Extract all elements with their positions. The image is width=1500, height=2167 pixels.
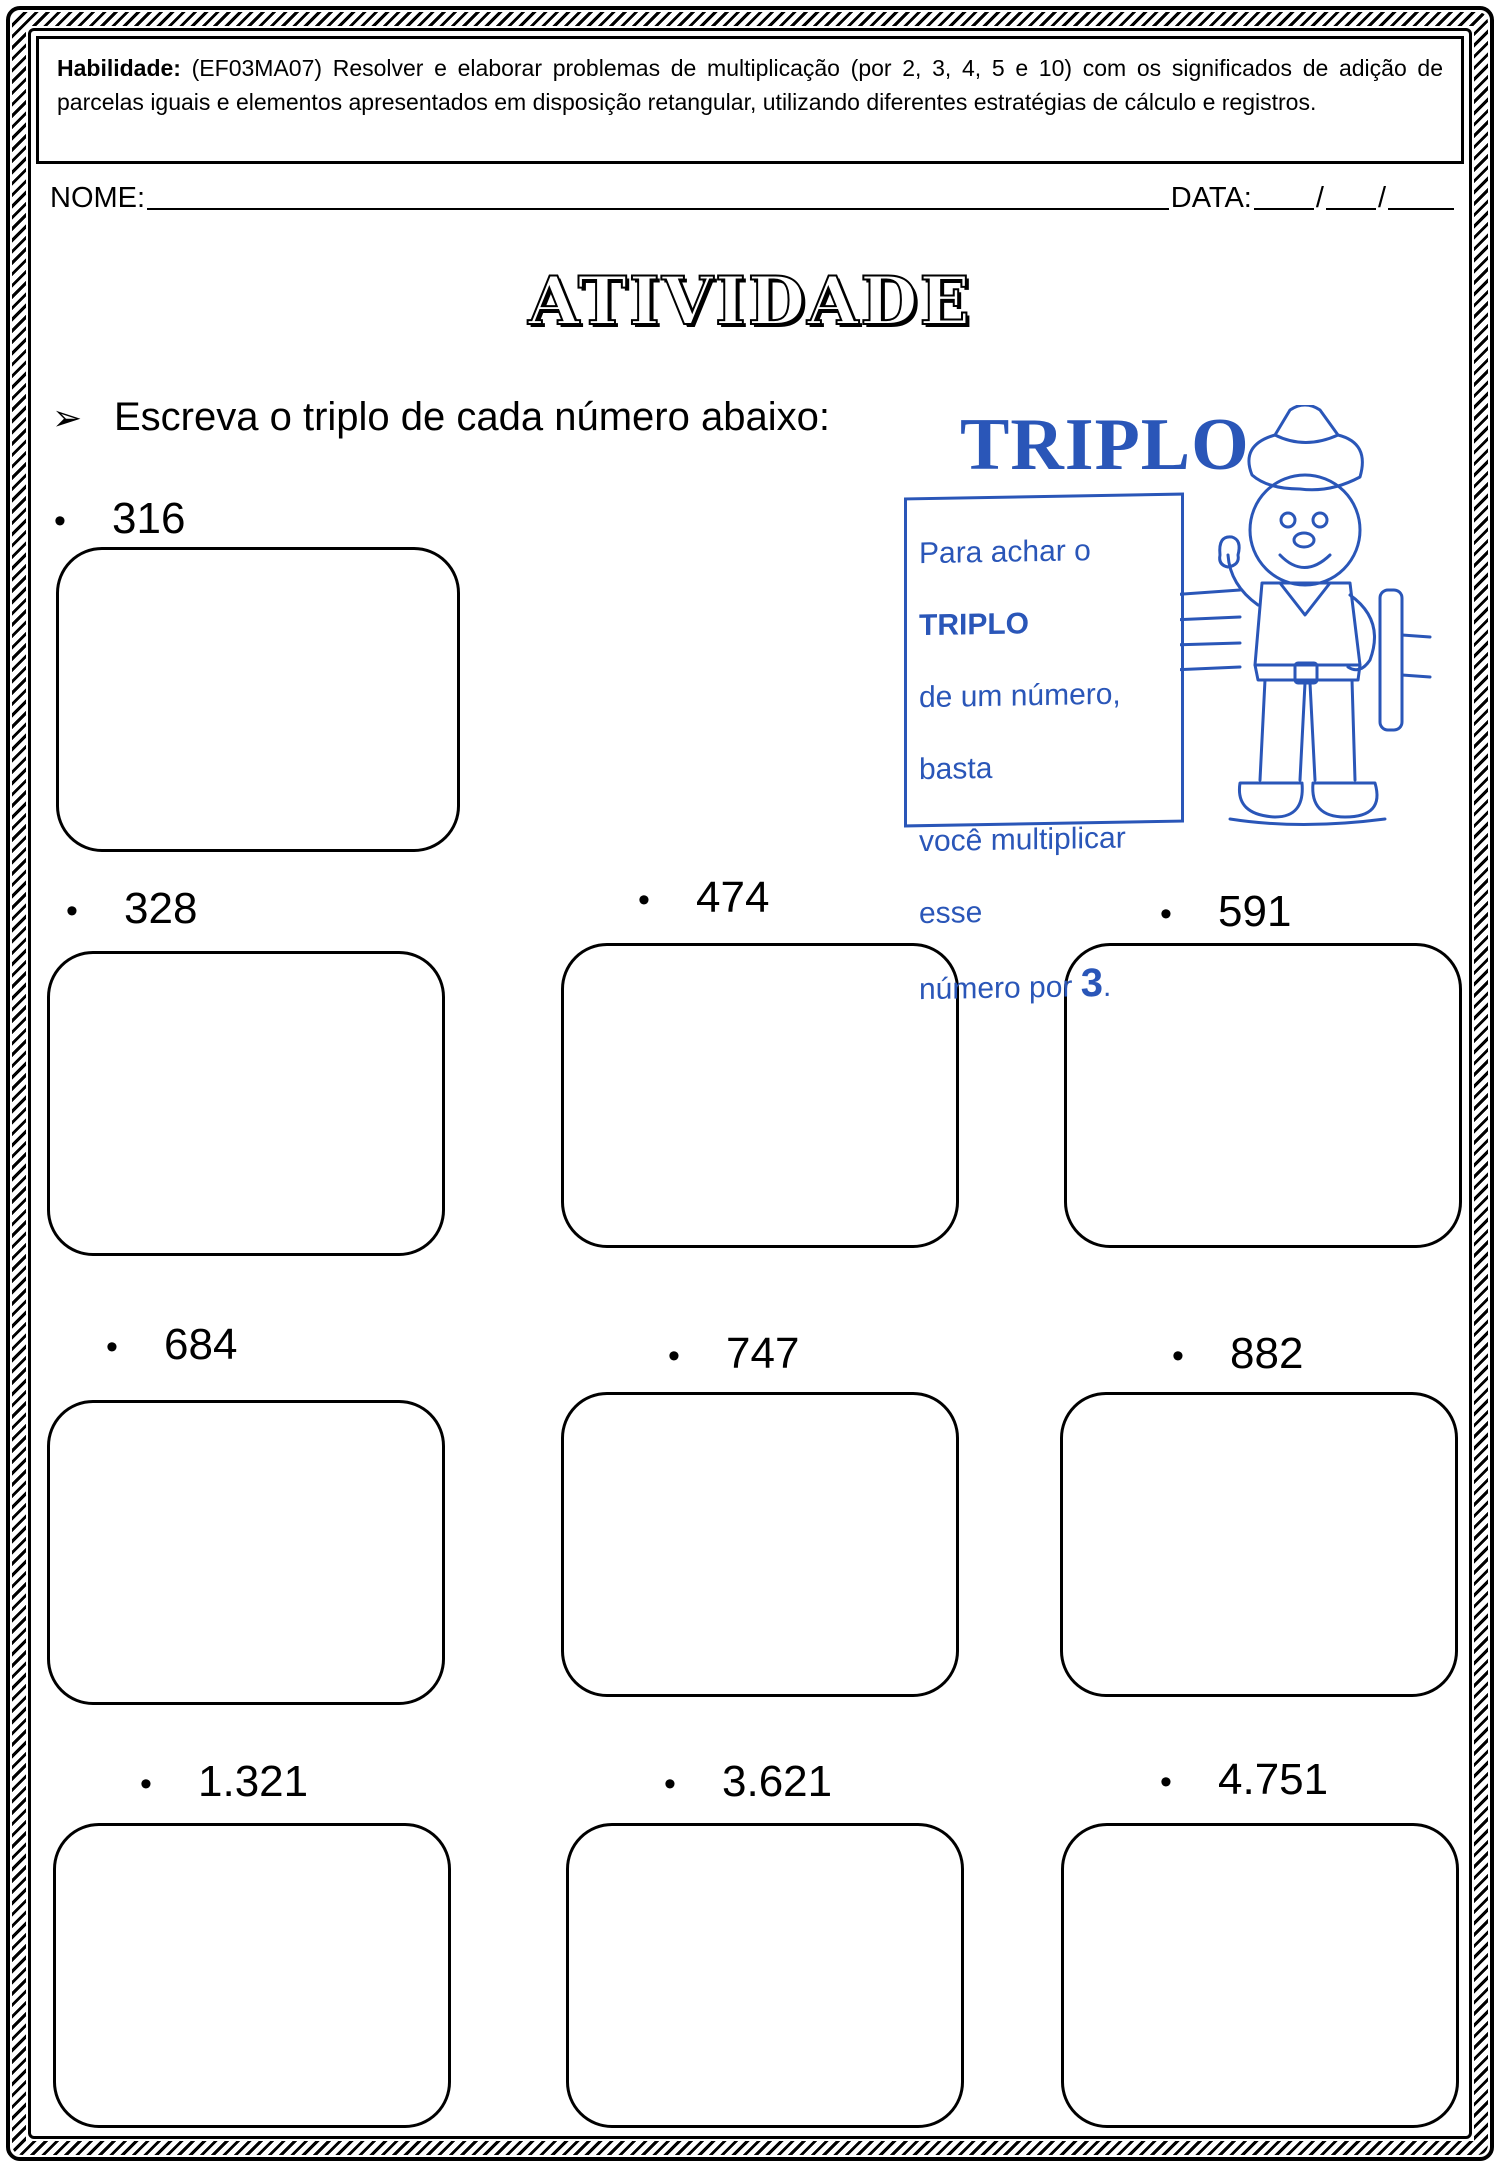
item-number: 882 bbox=[1230, 1329, 1304, 1378]
instruction-text: Escreva o triplo de cada número abaixo: bbox=[114, 395, 830, 439]
date-label: DATA: bbox=[1170, 182, 1252, 214]
item-number: 684 bbox=[164, 1320, 238, 1369]
item-label bbox=[106, 1320, 237, 1372]
item-label bbox=[54, 494, 185, 546]
bullet-icon: • bbox=[664, 1765, 676, 1804]
answer-box-474[interactable] bbox=[561, 943, 959, 1248]
triplo-note bbox=[904, 493, 1184, 1007]
triplo-line2: de um número, basta bbox=[919, 677, 1121, 787]
bullet-icon: • bbox=[54, 502, 66, 541]
item-number: 1.321 bbox=[198, 1757, 309, 1806]
triplo-line4b: 3 bbox=[1080, 960, 1103, 1006]
item-label bbox=[1160, 887, 1291, 939]
item-label bbox=[638, 873, 769, 925]
item-number: 4.751 bbox=[1218, 1755, 1329, 1804]
bullet-icon: • bbox=[140, 1765, 152, 1804]
item-label bbox=[1160, 1755, 1328, 1807]
arrow-bullet-icon: ➢ bbox=[52, 397, 83, 438]
answer-box-3621[interactable] bbox=[566, 1823, 964, 2128]
item-number: 474 bbox=[696, 873, 770, 922]
item-label bbox=[66, 884, 197, 936]
skill-box bbox=[36, 36, 1464, 164]
bullet-icon: • bbox=[668, 1337, 680, 1376]
triplo-line4c: . bbox=[1103, 969, 1112, 1003]
answer-box-1321[interactable] bbox=[53, 1823, 451, 2128]
answer-box-316[interactable] bbox=[56, 547, 460, 852]
date-year-field[interactable] bbox=[1388, 178, 1454, 210]
bullet-icon: • bbox=[1160, 895, 1172, 934]
date-slash-1: / bbox=[1315, 182, 1324, 214]
date-day-field[interactable] bbox=[1254, 178, 1314, 210]
answer-box-328[interactable] bbox=[47, 951, 445, 1256]
item-number: 591 bbox=[1218, 887, 1292, 936]
page-title: ATIVIDADE bbox=[528, 262, 972, 340]
item-number: 328 bbox=[124, 884, 198, 933]
name-field[interactable] bbox=[147, 178, 1169, 210]
bullet-icon: • bbox=[66, 892, 78, 931]
triplo-line1a: Para achar o bbox=[919, 534, 1091, 571]
answer-box-882[interactable] bbox=[1060, 1392, 1458, 1697]
answer-box-747[interactable] bbox=[561, 1392, 959, 1697]
answer-box-4751[interactable] bbox=[1061, 1823, 1459, 2128]
item-number: 747 bbox=[726, 1329, 800, 1378]
answer-box-684[interactable] bbox=[47, 1400, 445, 1705]
skill-text: (EF03MA07) Resolver e elaborar problemas de multiplicação (por 2, 3, 4, 5 e 10) com os significados de adição de parcelas iguais e elementos apresentados em disposição retangular, utilizando diferentes estratégias de cálculo e registros. bbox=[57, 55, 1443, 115]
item-label bbox=[664, 1757, 832, 1809]
bullet-icon: • bbox=[638, 881, 650, 920]
triplo-line1b: TRIPLO bbox=[919, 607, 1029, 643]
item-label bbox=[668, 1329, 799, 1381]
item-label bbox=[1172, 1329, 1303, 1381]
item-number: 316 bbox=[112, 494, 186, 543]
triplo-heading: TRIPLO bbox=[960, 404, 1250, 486]
name-date-line bbox=[50, 178, 1456, 218]
item-label bbox=[140, 1757, 308, 1809]
bullet-icon: • bbox=[1160, 1763, 1172, 1802]
triplo-line3: você multiplicar esse bbox=[919, 821, 1126, 931]
cowboy-character-icon bbox=[1180, 405, 1440, 850]
bullet-icon: • bbox=[106, 1328, 118, 1367]
triplo-line4: número por bbox=[919, 970, 1081, 1007]
skill-label: Habilidade: bbox=[57, 55, 181, 81]
bullet-icon: • bbox=[1172, 1337, 1184, 1376]
date-month-field[interactable] bbox=[1326, 178, 1376, 210]
instruction bbox=[52, 392, 830, 443]
name-label: NOME: bbox=[50, 182, 146, 214]
item-number: 3.621 bbox=[722, 1757, 833, 1806]
date-slash-2: / bbox=[1377, 182, 1386, 214]
